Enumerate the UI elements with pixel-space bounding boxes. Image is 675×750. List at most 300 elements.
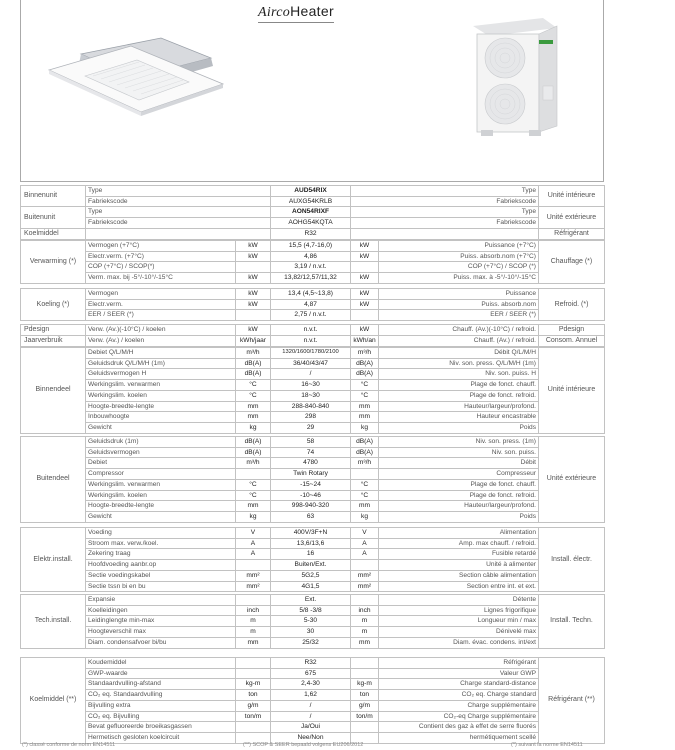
row-value: 30 xyxy=(271,627,351,638)
row-unit-fr: ton/m xyxy=(351,711,379,722)
table-row xyxy=(21,679,605,690)
row-label: Werkingslim. verwarmen xyxy=(86,380,236,391)
row-label: Fabriekscode xyxy=(86,218,271,229)
row-label: Zekering traag xyxy=(86,549,236,560)
row-label: Type xyxy=(86,207,271,218)
row-unit: mm xyxy=(236,412,271,423)
row-unit-fr: g/m xyxy=(351,700,379,711)
row-value: n.v.t. xyxy=(271,336,351,347)
group-label-fr: Consom. Annuel xyxy=(539,336,605,347)
row-unit xyxy=(236,310,271,321)
row-label: Geluidsvermogen H xyxy=(86,369,236,380)
row-label: Hoogteverschil max xyxy=(86,627,236,638)
row-unit: kW xyxy=(236,299,271,310)
table-row xyxy=(21,251,605,262)
row-value: 13,82/12,57/11,32 xyxy=(271,273,351,284)
row-value: 16 xyxy=(271,549,351,560)
table-row xyxy=(21,369,605,380)
row-label: Hoofdvoeding aanbr.op xyxy=(86,560,236,571)
row-unit-fr: °C xyxy=(351,390,379,401)
row-label-fr: Type xyxy=(351,186,539,197)
row-label: Bevat gefluoreerde broeikasgassen xyxy=(86,722,236,733)
row-label-fr: Débit xyxy=(379,458,539,469)
table-row xyxy=(21,581,605,592)
group-label-fr: Unité intérieure xyxy=(539,186,605,207)
row-label-fr: Puissance xyxy=(379,289,539,300)
row-unit: kg xyxy=(236,511,271,522)
spec-section-table xyxy=(20,436,605,523)
spec-section-table xyxy=(20,657,605,744)
row-label: Diam. condensafvoer bi/bu xyxy=(86,637,236,648)
row-unit-fr: inch xyxy=(351,605,379,616)
row-label-fr xyxy=(351,228,539,239)
row-value: 36/40/43/47 xyxy=(271,358,351,369)
row-unit-fr: kW xyxy=(351,241,379,252)
row-label-fr: Chauff. (Av.)(-10°C) / refroid. xyxy=(379,325,539,336)
row-unit: mm² xyxy=(236,581,271,592)
row-value: 400V/3F+N xyxy=(271,528,351,539)
row-label: CO₂ eq. Standaardvulling xyxy=(86,690,236,701)
row-label-fr: Diam. évac. condens. int/ext xyxy=(379,637,539,648)
row-unit-fr xyxy=(351,668,379,679)
row-unit: V xyxy=(236,528,271,539)
row-label: Koelleidingen xyxy=(86,605,236,616)
row-label-fr: Puissance (+7°C) xyxy=(379,241,539,252)
table-row xyxy=(21,668,605,679)
group-label-fr: Chauffage (*) xyxy=(539,241,605,284)
row-unit: ton/m xyxy=(236,711,271,722)
row-value: Ext. xyxy=(271,595,351,606)
row-unit-fr: mm² xyxy=(351,570,379,581)
cassette-indoor-unit-image xyxy=(41,36,226,116)
row-label-fr: Plage de fonct. refroid. xyxy=(379,490,539,501)
row-label: Vermogen xyxy=(86,289,236,300)
group-label: Binnenunit xyxy=(21,186,86,207)
group-label: Elektr.install. xyxy=(21,528,86,592)
row-value: 58 xyxy=(271,437,351,448)
table-row xyxy=(21,358,605,369)
row-value: -10~46 xyxy=(271,490,351,501)
row-unit-fr xyxy=(351,262,379,273)
row-label: Sectie voedingskabel xyxy=(86,570,236,581)
table-row xyxy=(21,196,605,207)
row-label: Inbouwhoogte xyxy=(86,412,236,423)
row-label-fr: Section câble alimentation xyxy=(379,570,539,581)
row-label-fr: Réfrigérant xyxy=(379,658,539,669)
table-row xyxy=(21,658,605,669)
row-label: Type xyxy=(86,186,271,197)
row-label: Hoogte-breedte-lengte xyxy=(86,501,236,512)
row-label: Debiet xyxy=(86,458,236,469)
table-row xyxy=(21,390,605,401)
group-label: Verwarming (*) xyxy=(21,241,86,284)
row-unit-fr xyxy=(351,310,379,321)
row-label-fr: Charge standard-distance xyxy=(379,679,539,690)
row-value: 298 xyxy=(271,412,351,423)
table-row xyxy=(21,490,605,501)
row-label: Leidinglengte min-max xyxy=(86,616,236,627)
row-label-fr: Compresseur xyxy=(379,469,539,480)
row-unit-fr: dB(A) xyxy=(351,358,379,369)
row-value: 675 xyxy=(271,668,351,679)
row-label: Stroom max. verw./koel. xyxy=(86,538,236,549)
table-row xyxy=(21,348,605,359)
row-label-fr: Fusible retardé xyxy=(379,549,539,560)
row-unit-fr: dB(A) xyxy=(351,369,379,380)
table-row xyxy=(21,605,605,616)
row-label-fr: CO₂ eq. Charge standard xyxy=(379,690,539,701)
row-value: AOHG54KQTA xyxy=(271,218,351,229)
row-unit xyxy=(236,722,271,733)
row-label-fr: Hauteur/largeur/profond. xyxy=(379,401,539,412)
row-label: Fabriekscode xyxy=(86,196,271,207)
outdoor-unit-image xyxy=(459,16,559,140)
row-unit-fr xyxy=(351,560,379,571)
row-label: Hermetisch gesloten koelcircuit xyxy=(86,732,236,743)
group-label-fr: Pdesign xyxy=(539,325,605,336)
row-label: Voeding xyxy=(86,528,236,539)
row-unit-fr xyxy=(351,469,379,480)
row-label-fr: Détente xyxy=(379,595,539,606)
row-value: 4780 xyxy=(271,458,351,469)
row-unit-fr: mm xyxy=(351,401,379,412)
product-image-panel xyxy=(20,0,604,182)
group-label-fr: Unité extérieure xyxy=(539,437,605,523)
row-unit: mm² xyxy=(236,570,271,581)
row-unit: m xyxy=(236,627,271,638)
row-value: 63 xyxy=(271,511,351,522)
row-unit: m³/h xyxy=(236,458,271,469)
row-label-fr: Niv. son. press. Q/L/M/H (1m) xyxy=(379,358,539,369)
table-row xyxy=(21,700,605,711)
row-unit-fr: m xyxy=(351,616,379,627)
general-info-table xyxy=(20,185,605,240)
row-unit xyxy=(236,595,271,606)
table-row xyxy=(21,616,605,627)
table-row xyxy=(21,437,605,448)
row-label-fr: Poids xyxy=(379,511,539,522)
group-label-fr: Install. Techn. xyxy=(539,595,605,649)
group-label-fr: Refroid. (*) xyxy=(539,289,605,321)
row-label-fr: Poids xyxy=(379,422,539,433)
row-value: 13,4 (4,5~13,8) xyxy=(271,289,351,300)
spec-section-table xyxy=(20,288,605,321)
row-label-fr: Hauteur/largeur/profond. xyxy=(379,501,539,512)
table-row xyxy=(21,273,605,284)
row-label-fr: CO₂-eq Charge supplémentaire xyxy=(379,711,539,722)
row-label-fr: Débit Q/L/M/H xyxy=(379,348,539,359)
row-value: -15~24 xyxy=(271,479,351,490)
row-value: 2,75 / n.v.t. xyxy=(271,310,351,321)
row-unit: mm xyxy=(236,637,271,648)
row-label-fr: Amp. max chauff. / refroid. xyxy=(379,538,539,549)
row-unit: g/m xyxy=(236,700,271,711)
row-unit: m³/h xyxy=(236,348,271,359)
row-value: AUD54RIX xyxy=(271,186,351,197)
row-unit-fr: °C xyxy=(351,479,379,490)
row-unit-fr: ton xyxy=(351,690,379,701)
group-label: Tech.install. xyxy=(21,595,86,649)
row-unit: kW xyxy=(236,289,271,300)
row-value: 5/8 -3/8 xyxy=(271,605,351,616)
row-value: 3,19 / n.v.t. xyxy=(271,262,351,273)
group-label: Buitendeel xyxy=(21,437,86,523)
row-label: CO₂ eq. Bijvulling xyxy=(86,711,236,722)
table-row xyxy=(21,595,605,606)
table-row xyxy=(21,501,605,512)
row-unit: kW xyxy=(236,241,271,252)
table-row xyxy=(21,218,605,229)
row-value: AUXG54KRLB xyxy=(271,196,351,207)
row-unit-fr: kW xyxy=(351,289,379,300)
table-row xyxy=(21,511,605,522)
table-row xyxy=(21,570,605,581)
row-unit-fr xyxy=(351,658,379,669)
row-label-fr: Niv. son. puiss. xyxy=(379,447,539,458)
row-label-fr: Longueur min / max xyxy=(379,616,539,627)
row-label: Debiet Q/L/M/H xyxy=(86,348,236,359)
row-unit: dB(A) xyxy=(236,358,271,369)
row-value: 5G2,5 xyxy=(271,570,351,581)
row-label-fr: Chauff. (Av.) / refroid. xyxy=(379,336,539,347)
spec-section-table xyxy=(20,324,605,336)
row-label: Vermogen (+7°C) xyxy=(86,241,236,252)
row-unit: dB(A) xyxy=(236,447,271,458)
table-row xyxy=(21,186,605,197)
row-label: Geluidsvermogen xyxy=(86,447,236,458)
row-value: AON54RIXF xyxy=(271,207,351,218)
row-label-fr: Plage de fonct. chauff. xyxy=(379,380,539,391)
table-row xyxy=(21,690,605,701)
row-label: Gewicht xyxy=(86,511,236,522)
row-value: 13,6/13,6 xyxy=(271,538,351,549)
row-unit xyxy=(236,668,271,679)
row-unit: kW xyxy=(236,273,271,284)
row-unit: kg xyxy=(236,422,271,433)
table-row xyxy=(21,336,605,347)
row-label-fr: Niv. son. press. (1m) xyxy=(379,437,539,448)
footnote-right: (*) suivant la norme EN14511 xyxy=(511,742,583,748)
row-unit: A xyxy=(236,549,271,560)
row-unit xyxy=(236,560,271,571)
row-value: 16~30 xyxy=(271,380,351,391)
row-label: Compressor xyxy=(86,469,236,480)
row-unit-fr: m xyxy=(351,627,379,638)
table-row xyxy=(21,538,605,549)
row-label-fr: Fabriekscode xyxy=(351,218,539,229)
row-label: Bijvulling extra xyxy=(86,700,236,711)
row-value: 29 xyxy=(271,422,351,433)
row-unit-fr: A xyxy=(351,538,379,549)
spec-section-table xyxy=(20,594,605,649)
table-row xyxy=(21,289,605,300)
group-label: Pdesign xyxy=(21,325,86,336)
table-row xyxy=(21,401,605,412)
group-label: Koelmiddel xyxy=(21,228,86,239)
row-unit-fr: dB(A) xyxy=(351,437,379,448)
table-row xyxy=(21,262,605,273)
footnote-left: (*) classé conforme de norm EN14511 xyxy=(22,742,116,748)
row-unit: kg-m xyxy=(236,679,271,690)
row-label: GWP-waarde xyxy=(86,668,236,679)
row-label: COP (+7°C) / SCOP(*) xyxy=(86,262,236,273)
row-value: 288-840-840 xyxy=(271,401,351,412)
row-unit-fr: kg xyxy=(351,511,379,522)
row-unit-fr xyxy=(351,595,379,606)
row-unit-fr: kg-m xyxy=(351,679,379,690)
row-value: Twin Rotary xyxy=(271,469,351,480)
row-unit-fr: m³/h xyxy=(351,458,379,469)
table-row xyxy=(21,627,605,638)
row-value: 25/32 xyxy=(271,637,351,648)
row-unit-fr: mm xyxy=(351,412,379,423)
group-label: Binnendeel xyxy=(21,348,86,434)
row-value: 1,62 xyxy=(271,690,351,701)
spec-section-table xyxy=(20,240,605,284)
row-label-fr: Unité à alimenter xyxy=(379,560,539,571)
row-unit-fr: kg xyxy=(351,422,379,433)
row-value: 4,86 xyxy=(271,251,351,262)
row-label: Werkingslim. koelen xyxy=(86,490,236,501)
row-unit xyxy=(236,469,271,480)
row-label-fr: hermétiquement scellé xyxy=(379,732,539,743)
row-label-fr: Charge supplémentaire xyxy=(379,700,539,711)
group-label: Koelmiddel (**) xyxy=(21,658,86,744)
row-unit-fr: kW xyxy=(351,325,379,336)
row-unit-fr: mm² xyxy=(351,581,379,592)
row-value: 4,87 xyxy=(271,299,351,310)
row-label-fr: Puiss. absorb.nom xyxy=(379,299,539,310)
table-row xyxy=(21,325,605,336)
row-unit-fr: mm xyxy=(351,637,379,648)
row-unit: inch xyxy=(236,605,271,616)
row-label: Verm. max. bij -5°/-10°/-15°C xyxy=(86,273,236,284)
row-label: Werkingslim. verwarmen xyxy=(86,479,236,490)
row-unit: dB(A) xyxy=(236,369,271,380)
row-unit-fr xyxy=(351,722,379,733)
row-value: R32 xyxy=(271,658,351,669)
row-unit: °C xyxy=(236,490,271,501)
row-value: / xyxy=(271,369,351,380)
table-row xyxy=(21,447,605,458)
airco-heater-logo: AircoHeater xyxy=(258,3,334,20)
row-label: EER / SEER (*) xyxy=(86,310,236,321)
table-row xyxy=(21,637,605,648)
row-label: Expansie xyxy=(86,595,236,606)
row-label xyxy=(86,228,271,239)
row-label: Hoogte-breedte-lengte xyxy=(86,401,236,412)
row-unit-fr: kW xyxy=(351,299,379,310)
row-label-fr: Puiss. max. à -5°/-10°/-15°C xyxy=(379,273,539,284)
row-label-fr: Puiss. absorb.nom (+7°C) xyxy=(379,251,539,262)
row-unit-fr: m³/h xyxy=(351,348,379,359)
row-unit: mm xyxy=(236,501,271,512)
spec-section-table xyxy=(20,527,605,592)
footnote-middle: (**) SCOP & SEER bepaald volgens EU206/2012 xyxy=(243,742,364,748)
row-value: Buiten/Ext. xyxy=(271,560,351,571)
table-row xyxy=(21,310,605,321)
table-row xyxy=(21,711,605,722)
row-value: Nee/Non xyxy=(271,732,351,743)
row-label: Sectie tssn bi en bu xyxy=(86,581,236,592)
row-label-fr: Contient des gaz à effet de serre fluorés xyxy=(379,722,539,733)
table-row xyxy=(21,412,605,423)
row-unit: ton xyxy=(236,690,271,701)
row-label-fr: Valeur GWP xyxy=(379,668,539,679)
group-label-fr: Unité extérieure xyxy=(539,207,605,228)
row-unit: m xyxy=(236,616,271,627)
row-label: Verw. (Av.) / koelen xyxy=(86,336,236,347)
row-unit-fr: mm xyxy=(351,501,379,512)
row-value: 1320/1600/1780/2100 xyxy=(271,348,351,359)
row-label: Koudemiddel xyxy=(86,658,236,669)
row-unit: mm xyxy=(236,401,271,412)
table-row xyxy=(21,422,605,433)
row-label-fr: Dénivelé max xyxy=(379,627,539,638)
table-row xyxy=(21,549,605,560)
row-unit-fr: kWh/an xyxy=(351,336,379,347)
row-unit-fr: °C xyxy=(351,490,379,501)
table-row xyxy=(21,228,605,239)
group-label-fr: Réfrigérant (**) xyxy=(539,658,605,744)
row-unit-fr: dB(A) xyxy=(351,447,379,458)
row-label-fr: COP (+7°C) / SCOP (*) xyxy=(379,262,539,273)
table-row xyxy=(21,528,605,539)
row-value: n.v.t. xyxy=(271,325,351,336)
row-value: 15,5 (4,7-16,0) xyxy=(271,241,351,252)
group-label-fr: Unité intérieure xyxy=(539,348,605,434)
row-unit: A xyxy=(236,538,271,549)
row-value: 4G1,5 xyxy=(271,581,351,592)
row-label: Gewicht xyxy=(86,422,236,433)
table-row xyxy=(21,722,605,733)
row-label: Werkingslim. koelen xyxy=(86,390,236,401)
row-label-fr: Lignes frigorifique xyxy=(379,605,539,616)
row-value: 18~30 xyxy=(271,390,351,401)
group-label: Jaarverbruik xyxy=(21,336,86,347)
row-value: 2,4-30 xyxy=(271,679,351,690)
table-row xyxy=(21,479,605,490)
table-row xyxy=(21,380,605,391)
row-value: / xyxy=(271,700,351,711)
row-label-fr: Fabriekscode xyxy=(351,196,539,207)
spec-section-table xyxy=(20,335,605,347)
row-unit-fr: A xyxy=(351,549,379,560)
row-unit-fr: kW xyxy=(351,273,379,284)
row-unit: kW xyxy=(236,251,271,262)
row-unit xyxy=(236,658,271,669)
row-unit: °C xyxy=(236,380,271,391)
table-row xyxy=(21,560,605,571)
row-value: 998-940-320 xyxy=(271,501,351,512)
group-label: Koeling (*) xyxy=(21,289,86,321)
row-label: Verw. (Av.)(-10°C) / koelen xyxy=(86,325,236,336)
row-label-fr: Plage de fonct. chauff. xyxy=(379,479,539,490)
row-unit-fr: °C xyxy=(351,380,379,391)
row-value: / xyxy=(271,711,351,722)
row-label: Standaardvulling-afstand xyxy=(86,679,236,690)
row-value: 5-30 xyxy=(271,616,351,627)
row-unit-fr: kW xyxy=(351,251,379,262)
row-label: Electr.verm. (+7°C) xyxy=(86,251,236,262)
row-unit: kWh/jaar xyxy=(236,336,271,347)
row-label: Geluidsdruk Q/L/M/H (1m) xyxy=(86,358,236,369)
table-row xyxy=(21,469,605,480)
row-value: 74 xyxy=(271,447,351,458)
row-unit: kW xyxy=(236,325,271,336)
group-label: Buitenunit xyxy=(21,207,86,228)
row-label-fr: Plage de fonct. refroid. xyxy=(379,390,539,401)
